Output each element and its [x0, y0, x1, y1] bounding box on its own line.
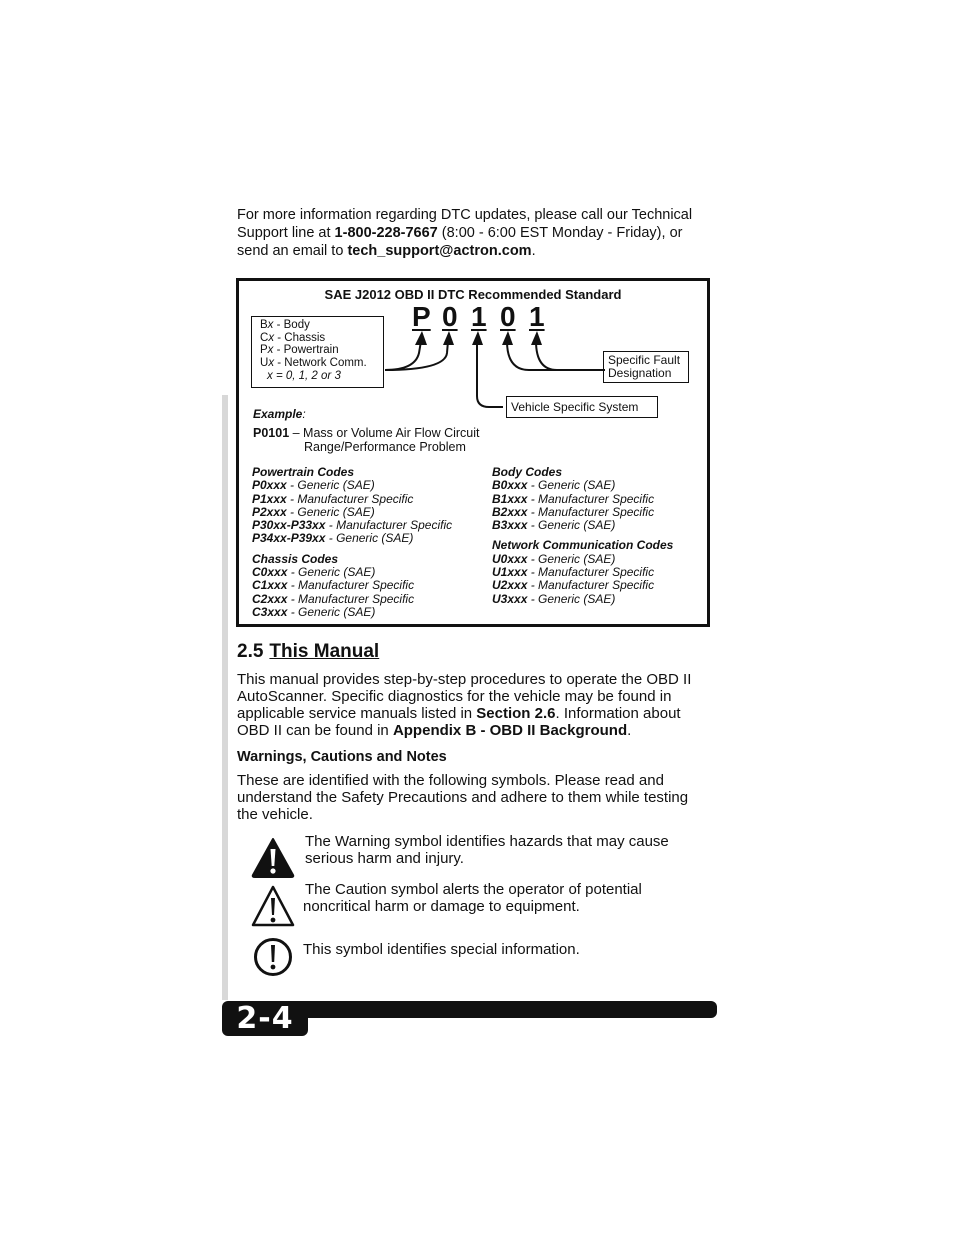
code-row: C0xxx - Generic (SAE) — [252, 565, 376, 580]
page-number: 2-4 — [222, 1001, 308, 1036]
support-email: tech_support@actron.com — [347, 243, 532, 259]
category-chassis: Cx - Chassis — [260, 331, 326, 344]
section-heading — [237, 641, 379, 663]
x-values-note: x = 0, 1, 2 or 3 — [267, 369, 341, 382]
code-char-2: 0 — [442, 301, 458, 332]
intro-text-1: For more information regarding DTC updates, please call our Technical Support line at — [237, 207, 693, 241]
specific-fault-label: Specific Fault Designation — [603, 351, 689, 383]
code-row: P30xx-P33xx - Manufacturer Specific — [252, 518, 453, 533]
support-phone: 1-800-228-7667 — [334, 225, 438, 241]
intro-text-2: (8:00 - 6:00 EST Monday - Friday), or send an email to — [237, 225, 683, 259]
chassis-codes-title: Chassis Codes — [252, 551, 339, 566]
arrow-head-2 — [443, 331, 454, 345]
vehicle-system-label: Vehicle Specific System — [506, 396, 658, 418]
intro-text-3: . — [531, 243, 536, 259]
code-row: B0xxx - Generic (SAE) — [492, 478, 616, 493]
arrow-head-5 — [531, 331, 542, 345]
code-char-1: P — [412, 301, 431, 332]
section-title: This Manual — [269, 641, 380, 662]
code-row: U1xxx - Manufacturer Specific — [492, 565, 655, 580]
dtc-standard-diagram — [236, 278, 710, 627]
warning-description: The Warning symbol identifies hazards that may cause serious harm and injury. — [305, 833, 669, 867]
diagram-title: SAE J2012 OBD II DTC Recommended Standard — [324, 287, 622, 302]
arrow-head-4 — [502, 331, 513, 345]
code-row: P0xxx - Generic (SAE) — [252, 478, 375, 493]
example-code: P0101 — [253, 426, 290, 440]
code-char-4: 0 — [500, 301, 516, 332]
arrow-head-3 — [472, 331, 483, 345]
code-row: U3xxx - Generic (SAE) — [492, 591, 616, 606]
example-description: P0101 – Mass or Volume Air Flow Circuit Range/Performance Problem — [253, 426, 480, 454]
right-code-column — [492, 466, 673, 606]
appendix-b-reference: Appendix B - OBD II Background — [392, 722, 628, 739]
network-codes-title: Network Communication Codes — [492, 538, 674, 553]
caution-description: The Caution symbol alerts the operator of potential noncritical harm or damage to equipment. — [303, 881, 642, 915]
code-row: B1xxx - Manufacturer Specific — [492, 491, 655, 506]
caution-outline-triangle-icon — [251, 884, 295, 928]
footer-bar — [295, 1001, 717, 1018]
manual-paragraph: This manual provides step-by-step procedures to operate the OBD II AutoScanner. Specific diagnostics for the vehicle may be found in applicable service manuals listed in Section 2.6. Information about OBD II can be found in Appendix B - OBD II Background. — [237, 671, 692, 739]
intro-paragraph — [237, 206, 712, 260]
arrow-head-1 — [415, 331, 427, 345]
section-2-6-reference: Section 2.6 — [476, 705, 556, 722]
code-row: C2xxx - Manufacturer Specific — [252, 591, 415, 606]
code-row: U2xxx - Manufacturer Specific — [492, 578, 655, 593]
code-row: P1xxx - Manufacturer Specific — [252, 491, 414, 506]
category-powertrain: Px - Powertrain — [260, 344, 339, 357]
section-number: 2.5 — [237, 641, 264, 662]
example-label: Example: — [253, 407, 306, 421]
code-row: B2xxx - Manufacturer Specific — [492, 504, 655, 519]
left-code-column — [252, 466, 452, 619]
note-description: This symbol identifies special information. — [303, 941, 580, 958]
circle-exclamation-icon — [252, 937, 294, 977]
code-row: C1xxx - Manufacturer Specific — [252, 578, 415, 593]
category-network: Ux - Network Comm. — [260, 357, 367, 370]
code-row: P2xxx - Generic (SAE) — [252, 504, 375, 519]
code-char-3: 1 — [471, 301, 487, 332]
symbols-paragraph: These are identified with the following symbols. Please read and understand the Safety Precautions and adhere to them while testing the vehicle. — [237, 772, 689, 823]
category-body: Bx - Body — [260, 319, 310, 331]
code-row: U0xxx - Generic (SAE) — [492, 551, 616, 566]
code-row: P34xx-P39xx - Generic (SAE) — [252, 531, 414, 546]
body-codes-title: Body Codes — [492, 465, 563, 479]
code-char-5: 1 — [529, 301, 545, 332]
code-row: C3xxx - Generic (SAE) — [252, 604, 376, 619]
powertrain-codes-title: Powertrain Codes — [252, 465, 355, 479]
code-row: B3xxx - Generic (SAE) — [492, 518, 616, 533]
warnings-subheading: Warnings, Cautions and Notes — [237, 749, 447, 765]
warning-filled-triangle-icon — [251, 837, 295, 878]
page-side-rule — [222, 395, 228, 1000]
